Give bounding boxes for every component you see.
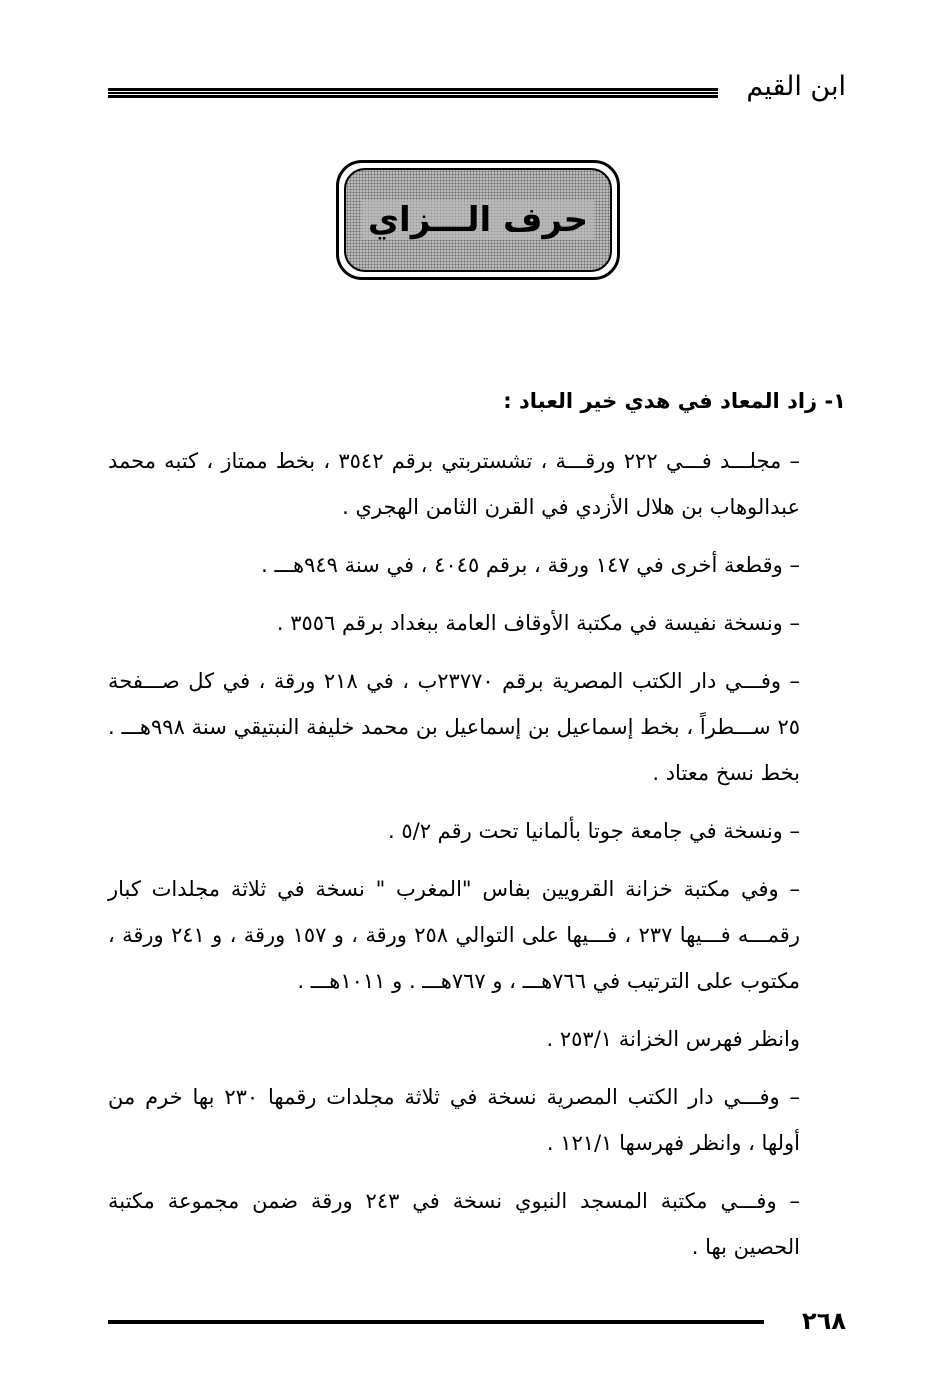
section-title: حرف الـــزاي bbox=[362, 200, 594, 240]
paragraph: – وفـــي مكتبة المسجد النبوي نسخة في ٢٤٣ ورقة ضمن مجموعة مكتبة الحصين بها . bbox=[108, 1189, 800, 1259]
paragraph: – وفـــي دار الكتب المصرية برقم ٢٣٧٧٠ب ، في ٢١٨ ورقة ، في كل صـــفحة ٢٥ ســـطراً ، بخط إسماعيل بن إسماعيل بن محمد خليفة النبتيقي سنة ٩٩٨هـــ . بخط نسخ معتاد . bbox=[108, 669, 800, 785]
section-title-shaded-panel bbox=[344, 168, 612, 272]
paragraph: وانظر فهرس الخزانة ٢٥٣/١ . bbox=[546, 1027, 800, 1051]
page-footer bbox=[108, 1304, 846, 1344]
footer-rule bbox=[108, 1320, 764, 1324]
paragraph: – ونسخة في جامعة جوتا بألمانيا تحت رقم ٥/٢ . bbox=[387, 819, 800, 843]
header-double-rule bbox=[108, 88, 718, 98]
paragraph: – وقطعة أخرى في ١٤٧ ورقة ، برقم ٤٠٤٥ ، في سنة ٩٤٩هـــ . bbox=[261, 553, 800, 577]
section-title-frame bbox=[336, 160, 620, 280]
page-number: ٢٦٨ bbox=[802, 1307, 846, 1335]
entry-heading: ١- زاد المعاد في هدي خير العباد : bbox=[503, 389, 846, 413]
paragraph: – ونسخة نفيسة في مكتبة الأوقاف العامة ببغداد برقم ٣٥٥٦ . bbox=[276, 611, 800, 635]
paragraph: – وفي مكتبة خزانة القرويين بفاس "المغرب " نسخة في ثلاثة مجلدات كبار رقمـــه فـــيها ٢٣٧ ، فـــيها على التوالي ٢٥٨ ورقة ، و ١٥٧ ورقة ، و ٢٤١ ورقة ، مكتوب على الترتيب في ٧٦٦هـــ ، و ٧٦٧هـــ . و ١٠١١هـــ . bbox=[108, 877, 800, 993]
page-body bbox=[108, 378, 846, 1282]
paragraph: – مجلـــد فـــي ٢٢٢ ورقـــة ، تشستربتي برقم ٣٥٤٢ ، بخط ممتاز ، كتبه محمد عبدالوهاب بن هلال الأزدي في القرن الثامن الهجري . bbox=[108, 449, 801, 519]
running-header-title: ابن القيم bbox=[746, 71, 846, 102]
paragraph: – وفـــي دار الكتب المصرية نسخة في ثلاثة مجلدات رقمها ٢٣٠ بها خرم من أولها ، وانظر فهرسها ١٢١/١ . bbox=[108, 1085, 800, 1155]
running-header bbox=[108, 70, 846, 110]
